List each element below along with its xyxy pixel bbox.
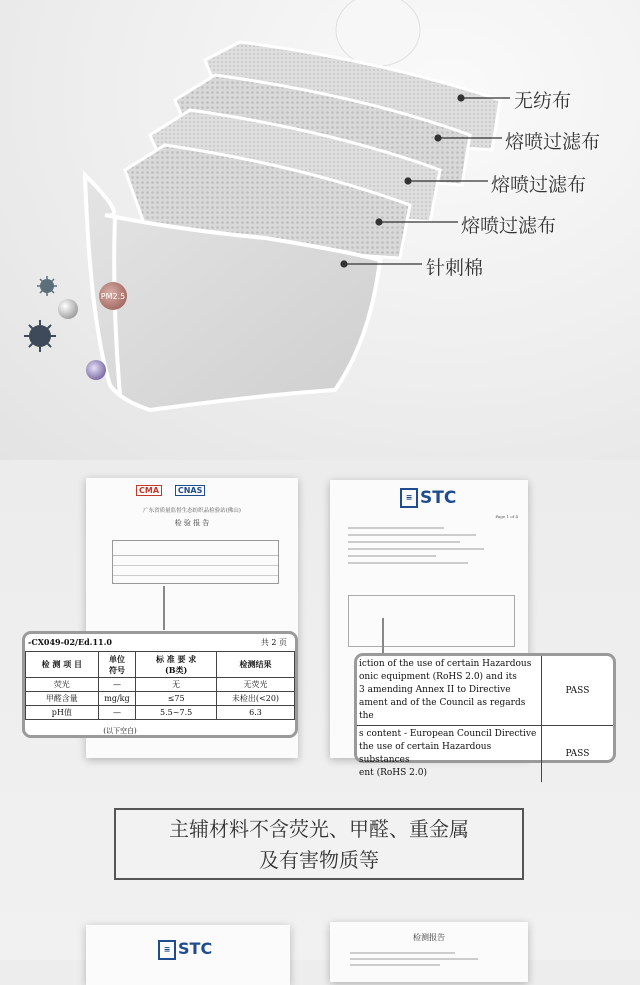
col-standard: 标 准 要 求 (B类) bbox=[136, 652, 217, 678]
allergen-particle bbox=[86, 360, 106, 380]
table-cell: 未检出(<20) bbox=[216, 692, 294, 706]
zoom-table-right bbox=[354, 653, 616, 778]
page-count: 共 2 页 bbox=[260, 638, 287, 647]
virus-icon-small bbox=[37, 276, 57, 296]
report-issuer: 广东省质量监督生态纺织品检验站(佛山) bbox=[143, 508, 241, 514]
report-mini-table bbox=[112, 540, 279, 584]
table-footer: (以下空白) bbox=[103, 727, 137, 735]
dust-particle bbox=[58, 299, 78, 319]
table-cell: 荧光 bbox=[26, 678, 99, 692]
stc-logo-bottom: ≡ STC bbox=[158, 939, 212, 960]
table-cell: ≤75 bbox=[136, 692, 217, 706]
table-cell: iction of the use of certain Hazardous onic equipment (RoHS 2.0) and its 3 amending Annex II to Directive ament and of the Council as regards the bbox=[357, 656, 541, 726]
zoom-table-left bbox=[22, 631, 298, 738]
zoom-connector-left bbox=[163, 586, 165, 630]
table-row bbox=[26, 706, 295, 720]
table-cell: 甲醛含量 bbox=[26, 692, 99, 706]
col-item: 检 测 项 目 bbox=[26, 652, 99, 678]
report-document-bottom-right bbox=[330, 922, 528, 982]
statement-banner bbox=[114, 808, 524, 880]
stc-mark-icon: ≡ bbox=[400, 488, 418, 508]
pm25-label: PM2.5 bbox=[100, 292, 126, 301]
mask-layers-illustration bbox=[0, 0, 640, 460]
report-title: 检 验 报 告 bbox=[174, 519, 210, 527]
table-row bbox=[357, 726, 613, 783]
pass-result: PASS bbox=[541, 726, 613, 783]
doc-page-number: Page 1 of 4 bbox=[495, 514, 518, 519]
stc-logo: ≡ STC bbox=[400, 488, 456, 508]
table-cell: s content - European Council Directive the use of certain Hazardous substances ent (RoHS 2.0) bbox=[357, 726, 541, 783]
table-cell: — bbox=[98, 706, 136, 720]
table-cell: 6.3 bbox=[216, 706, 294, 720]
cnas-logo: CNAS bbox=[175, 485, 206, 496]
report-document-bottom-left bbox=[86, 925, 290, 985]
table-cell: pH值 bbox=[26, 706, 99, 720]
virus-icon-large bbox=[24, 320, 56, 352]
table-cell: 5.5~7.5 bbox=[136, 706, 217, 720]
pass-result: PASS bbox=[541, 656, 613, 726]
doc-mini-table bbox=[348, 595, 515, 647]
col-unit: 单位 符号 bbox=[98, 652, 136, 678]
layer-label-meltblown-3: 熔喷过滤布 bbox=[461, 215, 557, 237]
banner-line-1: 主辅材料不含荧光、甲醛、重金属 bbox=[169, 817, 469, 841]
cma-logo: CMA bbox=[136, 485, 162, 496]
compliance-table bbox=[357, 656, 613, 782]
test-results-table bbox=[25, 651, 295, 720]
table-cell: — bbox=[98, 678, 136, 692]
banner-line-2: 及有害物质等 bbox=[259, 848, 379, 872]
table-cell: 无荧光 bbox=[216, 678, 294, 692]
layer-label-needle-cotton: 针刺棉 bbox=[426, 257, 484, 279]
col-result: 检测结果 bbox=[216, 652, 294, 678]
table-cell: mg/kg bbox=[98, 692, 136, 706]
table-row bbox=[26, 678, 295, 692]
table-row bbox=[26, 692, 295, 706]
table-cell: 无 bbox=[136, 678, 217, 692]
bottom-report-title: 检测报告 bbox=[413, 933, 445, 942]
doc-code: -CX049-02/Ed.11.0 bbox=[28, 637, 112, 647]
layer-label-nonwoven: 无纺布 bbox=[514, 90, 572, 112]
table-row bbox=[357, 656, 613, 726]
layer-label-meltblown-1: 熔喷过滤布 bbox=[505, 131, 601, 153]
zoom-connector-right bbox=[382, 618, 384, 656]
layer-label-meltblown-2: 熔喷过滤布 bbox=[491, 174, 587, 196]
stc-mark-icon: ≡ bbox=[158, 940, 176, 960]
